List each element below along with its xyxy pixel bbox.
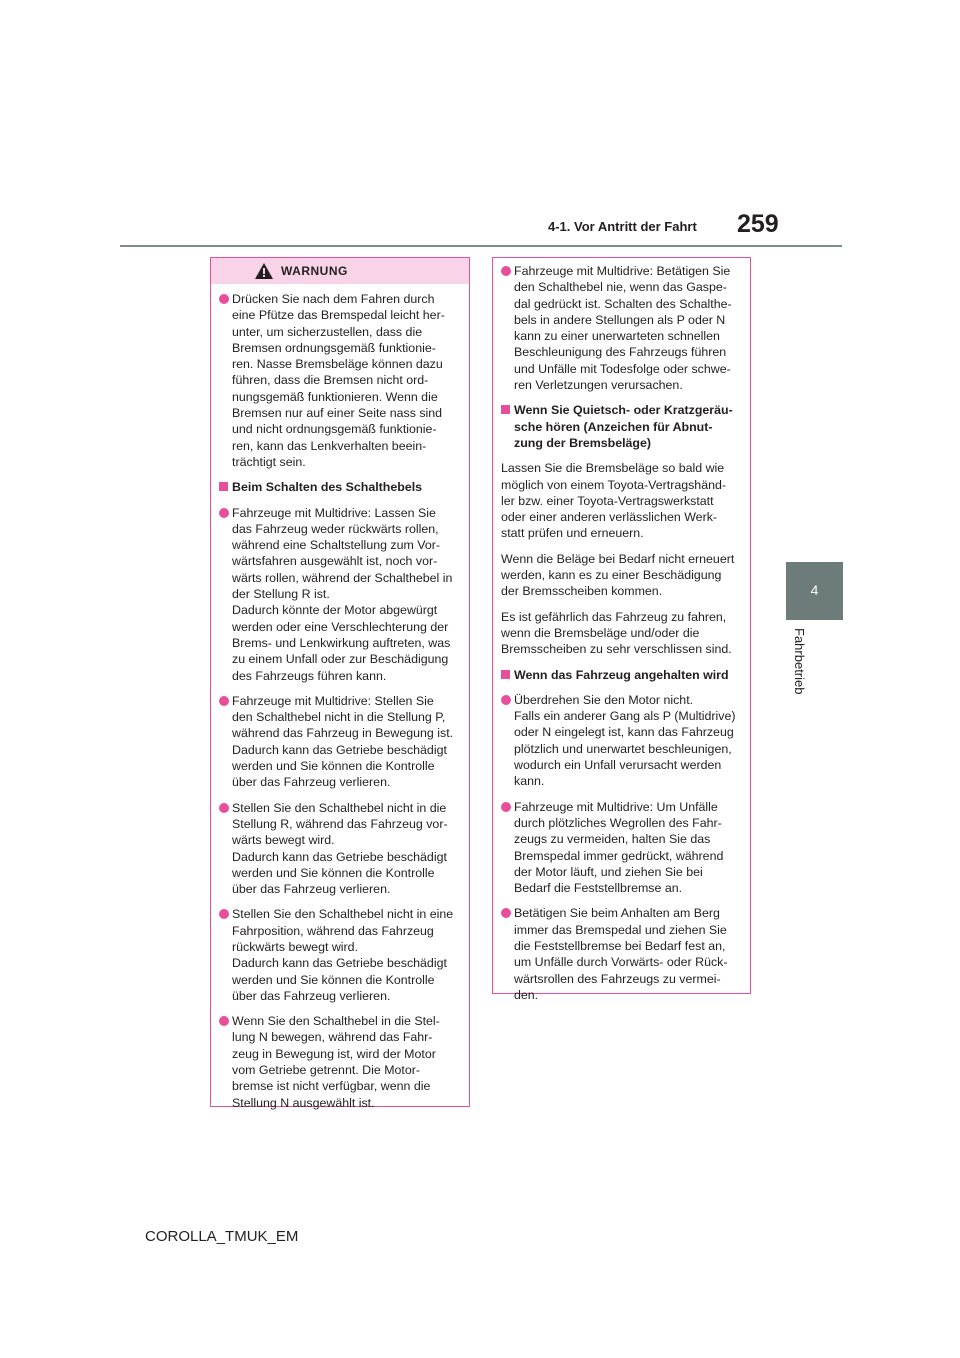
chapter-number: 4 — [810, 582, 819, 598]
section-title: 4-1. Vor Antritt der Fahrt — [548, 219, 697, 234]
circle-bullet-icon — [219, 909, 229, 919]
bullet-item — [219, 906, 463, 1004]
item-text: Fahrzeuge mit Multidrive: Um Unfälle durch plötzliches Wegrollen des Fahr- zeugs zu vermeiden, halten Sie das Bremspedal immer gedrückt, während der Motor läuft, und ziehen Sie bei Bedarf die Feststellbremse an. — [514, 799, 724, 896]
subheading — [219, 479, 463, 495]
warning-header — [211, 258, 469, 284]
bullet-item — [219, 800, 463, 898]
bullet-item — [501, 263, 744, 393]
chapter-label: Fahrbetrieb — [792, 628, 807, 695]
circle-bullet-icon — [501, 695, 511, 705]
item-text: Fahrzeuge mit Multidrive: Lassen Sie das Fahrzeug weder rückwärts rollen, während eine Schaltstellung zum Vor- wärtsfahren ausgewählt ist, noch vor- wärts rollen, während der Schalthebel in der Stellung R ist. Dadurch könnte der Motor abgewürgt werden oder eine Verschlechterung der Brems- und Lenkwirkung auftreten, was zu einem Unfall oder zur Beschädigung des Fahrzeugs führen kann. — [232, 505, 453, 683]
item-text: Wenn Sie den Schalthebel in die Stel- lung N bewegen, während das Fahr- zeug in Bewegung ist, wird der Motor vom Getriebe getrennt. Die Motor- bremse ist nicht verfügbar, wenn die Stellung N ausgewählt ist. — [232, 1014, 440, 1110]
bullet-item — [219, 291, 463, 470]
item-text: Lassen Sie die Bremsbeläge so bald wie möglich von einem Toyota-Vertragshänd- ler bzw. einer Toyota-Vertragswerkstatt oder einer anderen verlässlichen Werk- statt prüfen und erneuern. — [501, 461, 726, 541]
paragraph — [501, 609, 744, 658]
subheading — [501, 402, 744, 451]
document-id: COROLLA_TMUK_EM — [145, 1228, 299, 1245]
chapter-tab[interactable] — [786, 562, 843, 620]
warning-box-right — [492, 257, 751, 1002]
circle-bullet-icon — [501, 802, 511, 812]
paragraph — [501, 460, 744, 541]
bullet-item — [501, 692, 744, 790]
paragraph — [501, 551, 744, 600]
item-text: Drücken Sie nach dem Fahren durch eine Pfütze das Bremspedal leicht her- unter, um sicherzustellen, dass die Bremsen ordnungsgemäß funktionie- ren. Nasse Bremsbeläge können dazu führen, dass die Bremsen nicht ord- nungsgemäß funktionieren. Wenn die Bremsen nur auf einer Seite nass sind und nicht ordnungsgemäß funktionie- ren, kann das Lenkverhalten beein- trächtigt sein. — [232, 292, 445, 469]
bullet-item — [219, 1013, 463, 1111]
bullet-item — [501, 799, 744, 897]
page-number: 259 — [737, 210, 779, 238]
circle-bullet-icon — [501, 266, 511, 276]
item-text: Es ist gefährlich das Fahrzeug zu fahren, wenn die Bremsbeläge und/oder die Bremsscheiben zu sehr verschlissen sind. — [501, 609, 732, 657]
square-bullet-icon — [219, 482, 228, 491]
item-text: Wenn die Beläge bei Bedarf nicht erneuert werden, kann es zu einer Beschädigung der Bremsscheiben kommen. — [501, 551, 735, 599]
item-text: Stellen Sie den Schalthebel nicht in die Stellung R, während das Fahrzeug vor- wärts bewegt wird. Dadurch kann das Getriebe beschädigt werden und Sie können die Kontrolle über das Fahrzeug verlieren. — [232, 800, 448, 897]
circle-bullet-icon — [219, 508, 229, 518]
bullet-item — [501, 905, 744, 1003]
circle-bullet-icon — [219, 1016, 229, 1026]
item-text: Fahrzeuge mit Multidrive: Betätigen Sie den Schalthebel nie, wenn das Gaspe- dal gedrückt ist. Schalten des Schalthe- bels in andere Stellungen als P oder N kann zu einer unerwarteten schnellen Beschleunigung des Fahrzeugs führen und Unfälle mit Todesfolge oder schwe- ren Verletzungen verursachen. — [514, 264, 732, 393]
item-text: Wenn das Fahrzeug angehalten wird — [514, 667, 729, 682]
subheading — [501, 667, 744, 683]
bullet-item — [219, 505, 463, 684]
item-text: Beim Schalten des Schalthebels — [232, 480, 423, 495]
bullet-item — [219, 693, 463, 791]
warning-title: WARNUNG — [281, 264, 348, 278]
square-bullet-icon — [501, 405, 510, 414]
circle-bullet-icon — [219, 696, 229, 706]
warning-items-left — [219, 291, 463, 1111]
item-text: Fahrzeuge mit Multidrive: Stellen Sie den Schalthebel nicht in die Stellung P, während das Fahrzeug in Bewegung ist. Dadurch kann das Getriebe beschädigt werden und Sie können die Kontrolle über das Fahrzeug verlieren. — [232, 693, 454, 790]
warning-box-left — [210, 257, 470, 1110]
item-text: Überdrehen Sie den Motor nicht. Falls ein anderer Gang als P (Multidrive) oder N eingelegt ist, kann das Fahrzeug plötzlich und unerwartet beschleunigen, wodurch ein Unfall verursacht werden kann. — [514, 692, 736, 789]
circle-bullet-icon — [219, 803, 229, 813]
circle-bullet-icon — [219, 294, 229, 304]
circle-bullet-icon — [501, 908, 511, 918]
warning-triangle-icon — [255, 263, 273, 279]
item-text: Betätigen Sie beim Anhalten am Berg immer das Bremspedal und ziehen Sie die Feststellbremse bei Bedarf fest an, um Unfälle durch Vorwärts- oder Rück- wärtsrollen des Fahrzeugs zu vermei- den. — [514, 906, 728, 1002]
item-text: Wenn Sie Quietsch- oder Kratzgeräu- sche hören (Anzeichen für Abnut- zung der Bremsbeläge) — [514, 403, 733, 450]
item-text: Stellen Sie den Schalthebel nicht in eine Fahrposition, während das Fahrzeug rückwärts bewegt wird. Dadurch kann das Getriebe beschädigt werden und Sie können die Kontrolle über das Fahrzeug verlieren. — [232, 907, 454, 1003]
warning-items-right — [501, 263, 744, 1003]
header-divider — [120, 245, 842, 247]
square-bullet-icon — [501, 670, 510, 679]
